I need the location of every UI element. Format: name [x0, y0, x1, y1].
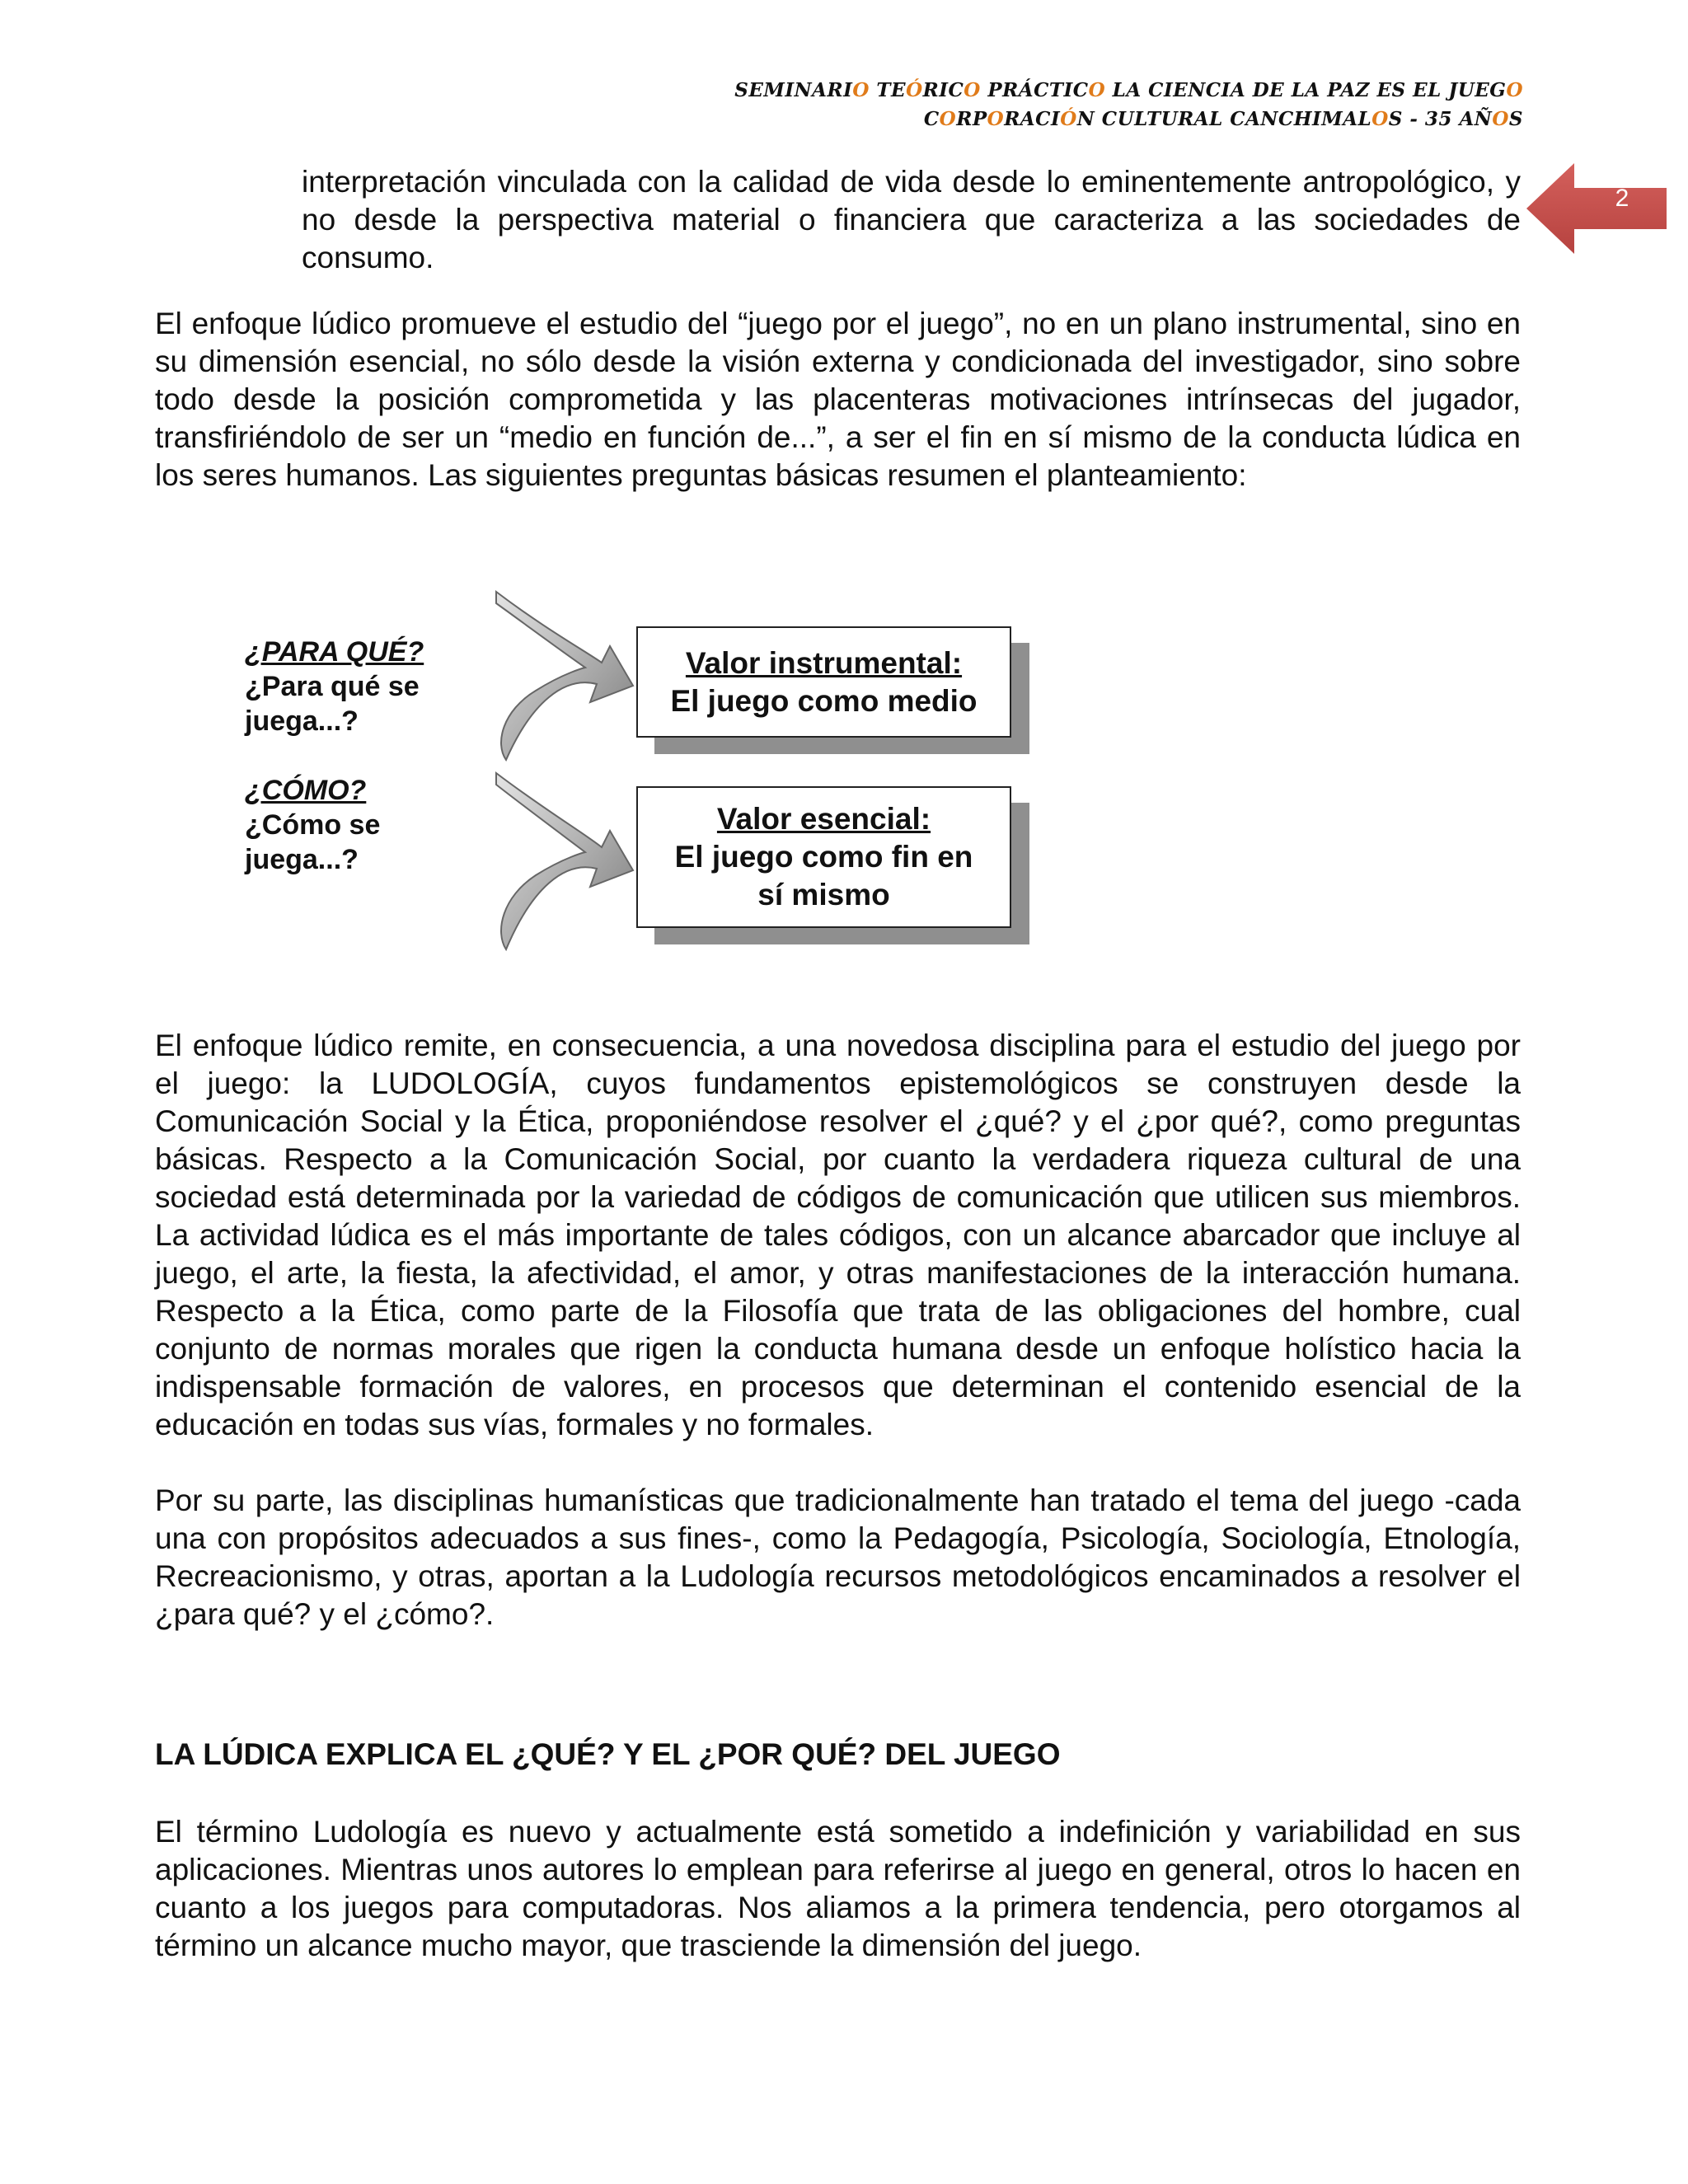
header-text-segment: O: [939, 108, 957, 130]
question-title: ¿PARA QUÉ?: [245, 636, 424, 668]
header-text-segment: C: [923, 108, 940, 130]
question-line: ¿Para qué se: [245, 671, 420, 702]
paragraph-ludic-approach: El enfoque lúdico promueve el estudio del “juego por el juego”, no en un plano instrumental, sino en su dimensión esencial, no sólo desde la visión externa y condicionada del investigador, sino sobre todo desde la posición comprometida y las placenteras motivaciones intrínsecas del jugador, transfiriéndolo de ser un “medio en función de...”, a ser el fin en sí mismo de la conducta lúdica en los seres humanos. Las siguientes preguntas básicas resumen el planteamiento:: [155, 307, 1521, 492]
header-text-segment: TE: [869, 79, 907, 101]
header-text-segment: Ó: [1060, 108, 1077, 130]
header-text-segment: S - 35 AÑ: [1388, 108, 1493, 130]
header-text-segment: O: [1088, 79, 1106, 101]
header-text-segment: PRÁCTIC: [980, 79, 1089, 101]
header-text-segment: O: [852, 79, 870, 101]
question-title: ¿CÓMO?: [245, 775, 367, 806]
box-text: El juego como medio: [670, 683, 978, 718]
box-essential-value: [636, 786, 1011, 928]
box-instrumental-value: [636, 626, 1011, 738]
box-title: Valor esencial:: [716, 802, 931, 836]
question-line: juega...?: [245, 844, 359, 875]
chevron-arrow-icon: [486, 587, 635, 768]
header-text-segment: S: [1508, 108, 1523, 130]
box-text: El juego como fin en: [674, 840, 973, 874]
question-como: [245, 773, 380, 877]
header-text-segment: O: [964, 79, 981, 101]
header-text-segment: RP: [956, 108, 987, 130]
paragraph-continued: interpretación vinculada con la calidad de vida desde lo eminentemente antropológico, y no desde la perspectiva material o financiera que caracteriza a las sociedades de consumo.: [302, 165, 1521, 274]
header-text-segment: SEMINARI: [734, 79, 853, 101]
chevron-arrow-icon: [486, 768, 635, 956]
question-line: ¿Cómo se: [245, 809, 381, 841]
paragraph-humanistic-disciplines: Por su parte, las disciplinas humanísticas que tradicionalmente han tratado el tema del juego -cada una con propósitos adecuados a sus fines-, como la Pedagogía, Psicología, Sociología, Etnología, Recreacionismo, y otras, aportan a la Ludología recursos metodológicos encaminados a resolver el ¿para qué? y el ¿cómo?.: [155, 1483, 1521, 1631]
section-heading: LA LÚDICA EXPLICA EL ¿QUÉ? Y EL ¿POR QUÉ? DEL JUEGO: [155, 1737, 1061, 1771]
paragraph-ludologia: El enfoque lúdico remite, en consecuencia, a una novedosa disciplina para el estudio del juego por el juego: la LUDOLOGÍA, cuyos fundamentos epistemológicos se construyen desde la Comunicación Social y la Ética, proponiéndose resolver el ¿qué? y el ¿por qué?, como preguntas básicas. Respecto a la Comunicación Social, por cuanto la verdadera riqueza cultural de una sociedad está determinada por la variedad de códigos de comunicación que utilicen sus miembros. La actividad lúdica es el más importante de tales códigos, con un alcance abarcador que incluye al juego, el arte, la fiesta, la afectividad, el amor, y otras manifestaciones de la interacción humana. Respecto a la Ética, como parte de la Filosofía que trata de las obligaciones del hombre, cual conjunto de normas morales que rigen la conducta humana desde un enfoque holístico hacia la indispensable formación de valores, en procesos que determinan el contenido esencial de la educación en todas sus vías, formales y no formales.: [155, 1029, 1521, 1441]
box-title: Valor instrumental:: [685, 645, 963, 680]
header-text-segment: O: [1492, 108, 1509, 130]
header-text-segment: LA CIENCIA DE LA PAZ ES EL JUEG: [1105, 79, 1507, 101]
question-line: juega...?: [245, 705, 359, 737]
header-text-segment: O: [987, 108, 1005, 130]
header-text-segment: RIC: [922, 79, 964, 101]
box-text: sí mismo: [757, 878, 890, 912]
paragraph-ludologia-term: El término Ludología es nuevo y actualmente está sometido a indefinición y variabilidad en sus aplicaciones. Mientras unos autores lo emplean para referirse al juego en general, otros lo hacen en cuanto a los juegos para computadoras. Nos aliamos a la primera tendencia, pero otorgamos al término un alcance mucho mayor, que trasciende la dimensión del juego.: [155, 1815, 1521, 1962]
header-text-segment: Ó: [906, 79, 923, 101]
header-text-segment: RACI: [1004, 108, 1061, 130]
header-text-segment: O: [1506, 79, 1523, 101]
header-line-2: [924, 108, 1523, 130]
page-number-tab: [1526, 163, 1667, 254]
page-number: 2: [1615, 185, 1629, 212]
question-para-que: [245, 635, 424, 738]
header-text-segment: N CULTURAL CANCHIMAL: [1076, 108, 1372, 130]
header-text-segment: O: [1372, 108, 1389, 130]
header-line-1: [734, 79, 1523, 101]
